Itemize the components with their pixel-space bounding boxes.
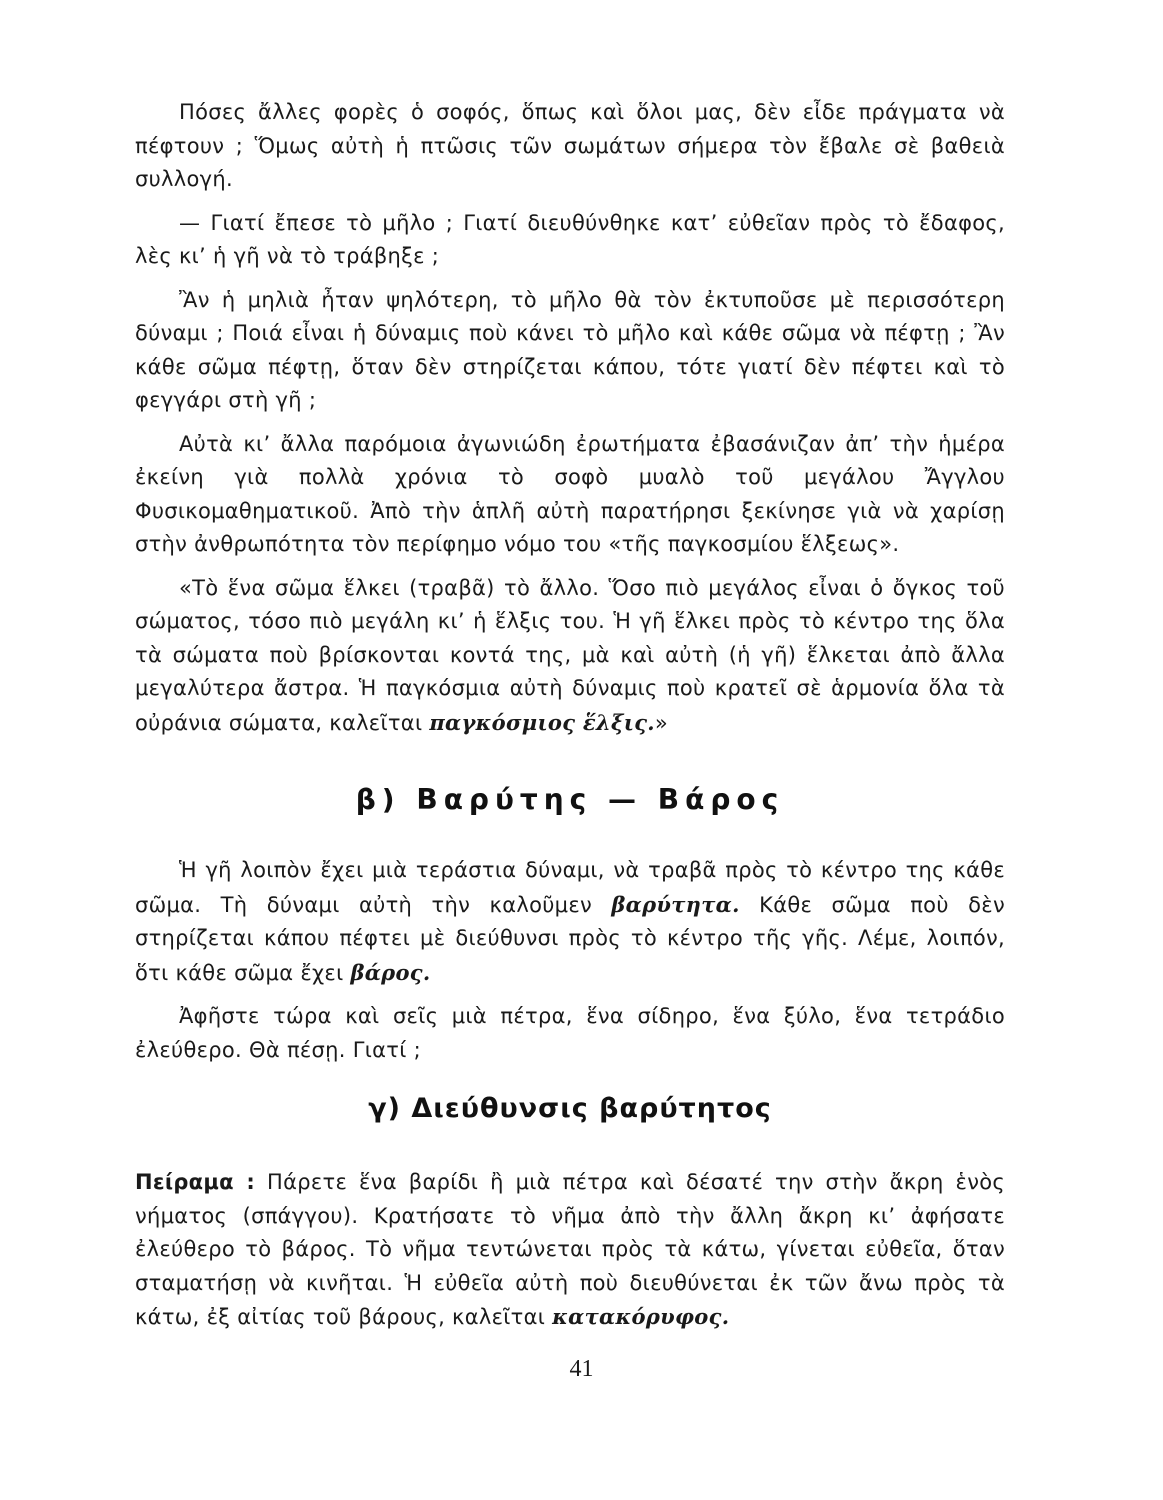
term-vertical: κατακόρυφος. (552, 1304, 730, 1329)
section-heading-direction-of-gravity: γ) Διεύθυνσις βαρύτητος (368, 1093, 772, 1124)
gravity-definition-text-2: Κάθε σῶμα ποὺ δὲν στηρίζεται κάπου πέφτει μὲ διεύθυνσι πρὸς τὸ κέντρο τῆς γῆς. Λέμε, λοιπόν, ὅτι κάθε σῶμα ἔχει (135, 892, 1005, 985)
gravity-definition-text: Ἡ γῆ λοιπὸν ἔχει μιὰ τεράστια δύναμι, νὰ τραβᾶ πρὸς τὸ κέντρο της κάθε σῶμα. Τὴ δύναμι αὐτὴ τὴν καλοῦμεν (135, 858, 1005, 917)
paragraph-universal-gravitation (135, 572, 1005, 741)
paragraph-gravity-definition (135, 854, 1005, 990)
paragraph-newton-law: Αὐτὰ κι’ ἄλλα παρόμοια ἀγωνιώδη ἐρωτήματα ἐβασάνιζαν ἀπ’ τὴν ἡμέρα ἐκείνη γιὰ πολλὰ χρόνια τὸ σοφὸ μυαλὸ τοῦ μεγάλου Ἄγγλου Φυσικομαθηματικοῦ. Ἀπὸ τὴν ἁπλῆ αὐτὴ παρατήρησι ξεκίνησε γιὰ νὰ χαρίσῃ στὴν ἀνθρωπότητα τὸν περίφημο νόμο του «τῆς παγκοσμίου ἕλξεως». (135, 431, 1005, 556)
closing-quote: » (654, 710, 669, 735)
paragraph-apple-tree-height: Ἂν ἡ μηλιὰ ἦταν ψηλότερη, τὸ μῆλο θὰ τὸν ἐκτυποῦσε μὲ περισσότερη δύναμι ; Ποιά εἶναι ἡ δύναμις ποὺ κάνει τὸ μῆλο καὶ κάθε σῶμα νὰ πέφτῃ ; Ἂν κάθε σῶμα πέφτῃ, ὅταν δὲν στηρίζεται κάπου, τότε γιατί δὲν πέφτει καὶ τὸ φεγγάρι στὴ γῆ ; (135, 287, 1005, 412)
paragraph-why-apple-fell: — Γιατί ἔπεσε τὸ μῆλο ; Γιατί διευθύνθηκε κατ’ εὐθεῖαν πρὸς τὸ ἔδαφος, λὲς κι’ ἡ γῆ νὰ τὸ τράβηξε ; (135, 210, 1005, 268)
paragraph-experiment (135, 1166, 1005, 1335)
experiment-label: Πείραμα : (135, 1170, 256, 1194)
experiment-text: Πάρετε ἕνα βαρίδι ἢ μιὰ πέτρα καὶ δέσατέ την στὴν ἄκρη ἑνὸς νήματος (σπάγγου). Κρατήσατε τὸ νῆμα ἀπὸ τὴν ἄλλη ἄκρη κι’ ἀφήσατε ἐλεύθερο τὸ βάρος. Τὸ νῆμα τεντώνεται πρὸς τὰ κάτω, γίνεται εὐθεῖα, ὅταν σταματήσῃ νὰ κινῆται. Ἡ εὐθεῖα αὐτὴ ποὺ διευθύνεται ἐκ τῶν ἄνω πρὸς τὰ κάτω, ἐξ αἰτίας τοῦ βάρους, καλεῖται (135, 1170, 1006, 1329)
term-weight: βάρος. (350, 959, 431, 985)
section-heading-gravity-weight: β) Βαρύτης — Βάρος (355, 783, 785, 816)
page-number: 41 (569, 1356, 594, 1382)
section-gravitation-text (135, 96, 1005, 750)
section-direction-text (135, 1166, 1005, 1345)
paragraph-newton-question: Πόσες ἄλλες φορὲς ὁ σοφός, ὅπως καὶ ὅλοι μας, δὲν εἶδε πράγματα νὰ πέφτουν ; Ὅμως αὐτὴ ἡ πτῶσις τῶν σωμάτων σήμερα τὸν ἔβαλε σὲ βαθειὰ συλλογή. (135, 100, 1005, 191)
paragraph-drop-objects: Ἀφῆστε τώρα καὶ σεῖς μιὰ πέτρα, ἕνα σίδηρο, ἕνα ξύλο, ἕνα τετράδιο ἐλεύθερο. Θὰ πέσῃ. Γιατί ; (135, 1004, 1005, 1062)
universal-gravitation-text: «Τὸ ἕνα σῶμα ἕλκει (τραβᾶ) τὸ ἄλλο. Ὅσο πιὸ μεγάλος εἶναι ὁ ὄγκος τοῦ σώματος, τόσο πιὸ μεγάλη κι’ ἡ ἕλξις του. Ἡ γῆ ἕλκει πρὸς τὸ κέντρο της ὅλα τὰ σώματα ποὺ βρίσκονται κοντά της, μὰ καὶ αὐτὴ (ἡ γῆ) ἕλκεται ἀπὸ ἄλλα μεγαλύτερα ἄστρα. Ἡ παγκόσμια αὐτὴ δύναμις ποὺ κρατεῖ σὲ ἁρμονία ὅλα τὰ οὐράνια σώματα, καλεῖται (135, 575, 1005, 735)
section-gravity-weight-text (135, 854, 1005, 1077)
term-universal-gravitation: παγκόσμιος ἕλξις. (429, 709, 655, 735)
term-gravity: βαρύτητα. (611, 891, 740, 917)
